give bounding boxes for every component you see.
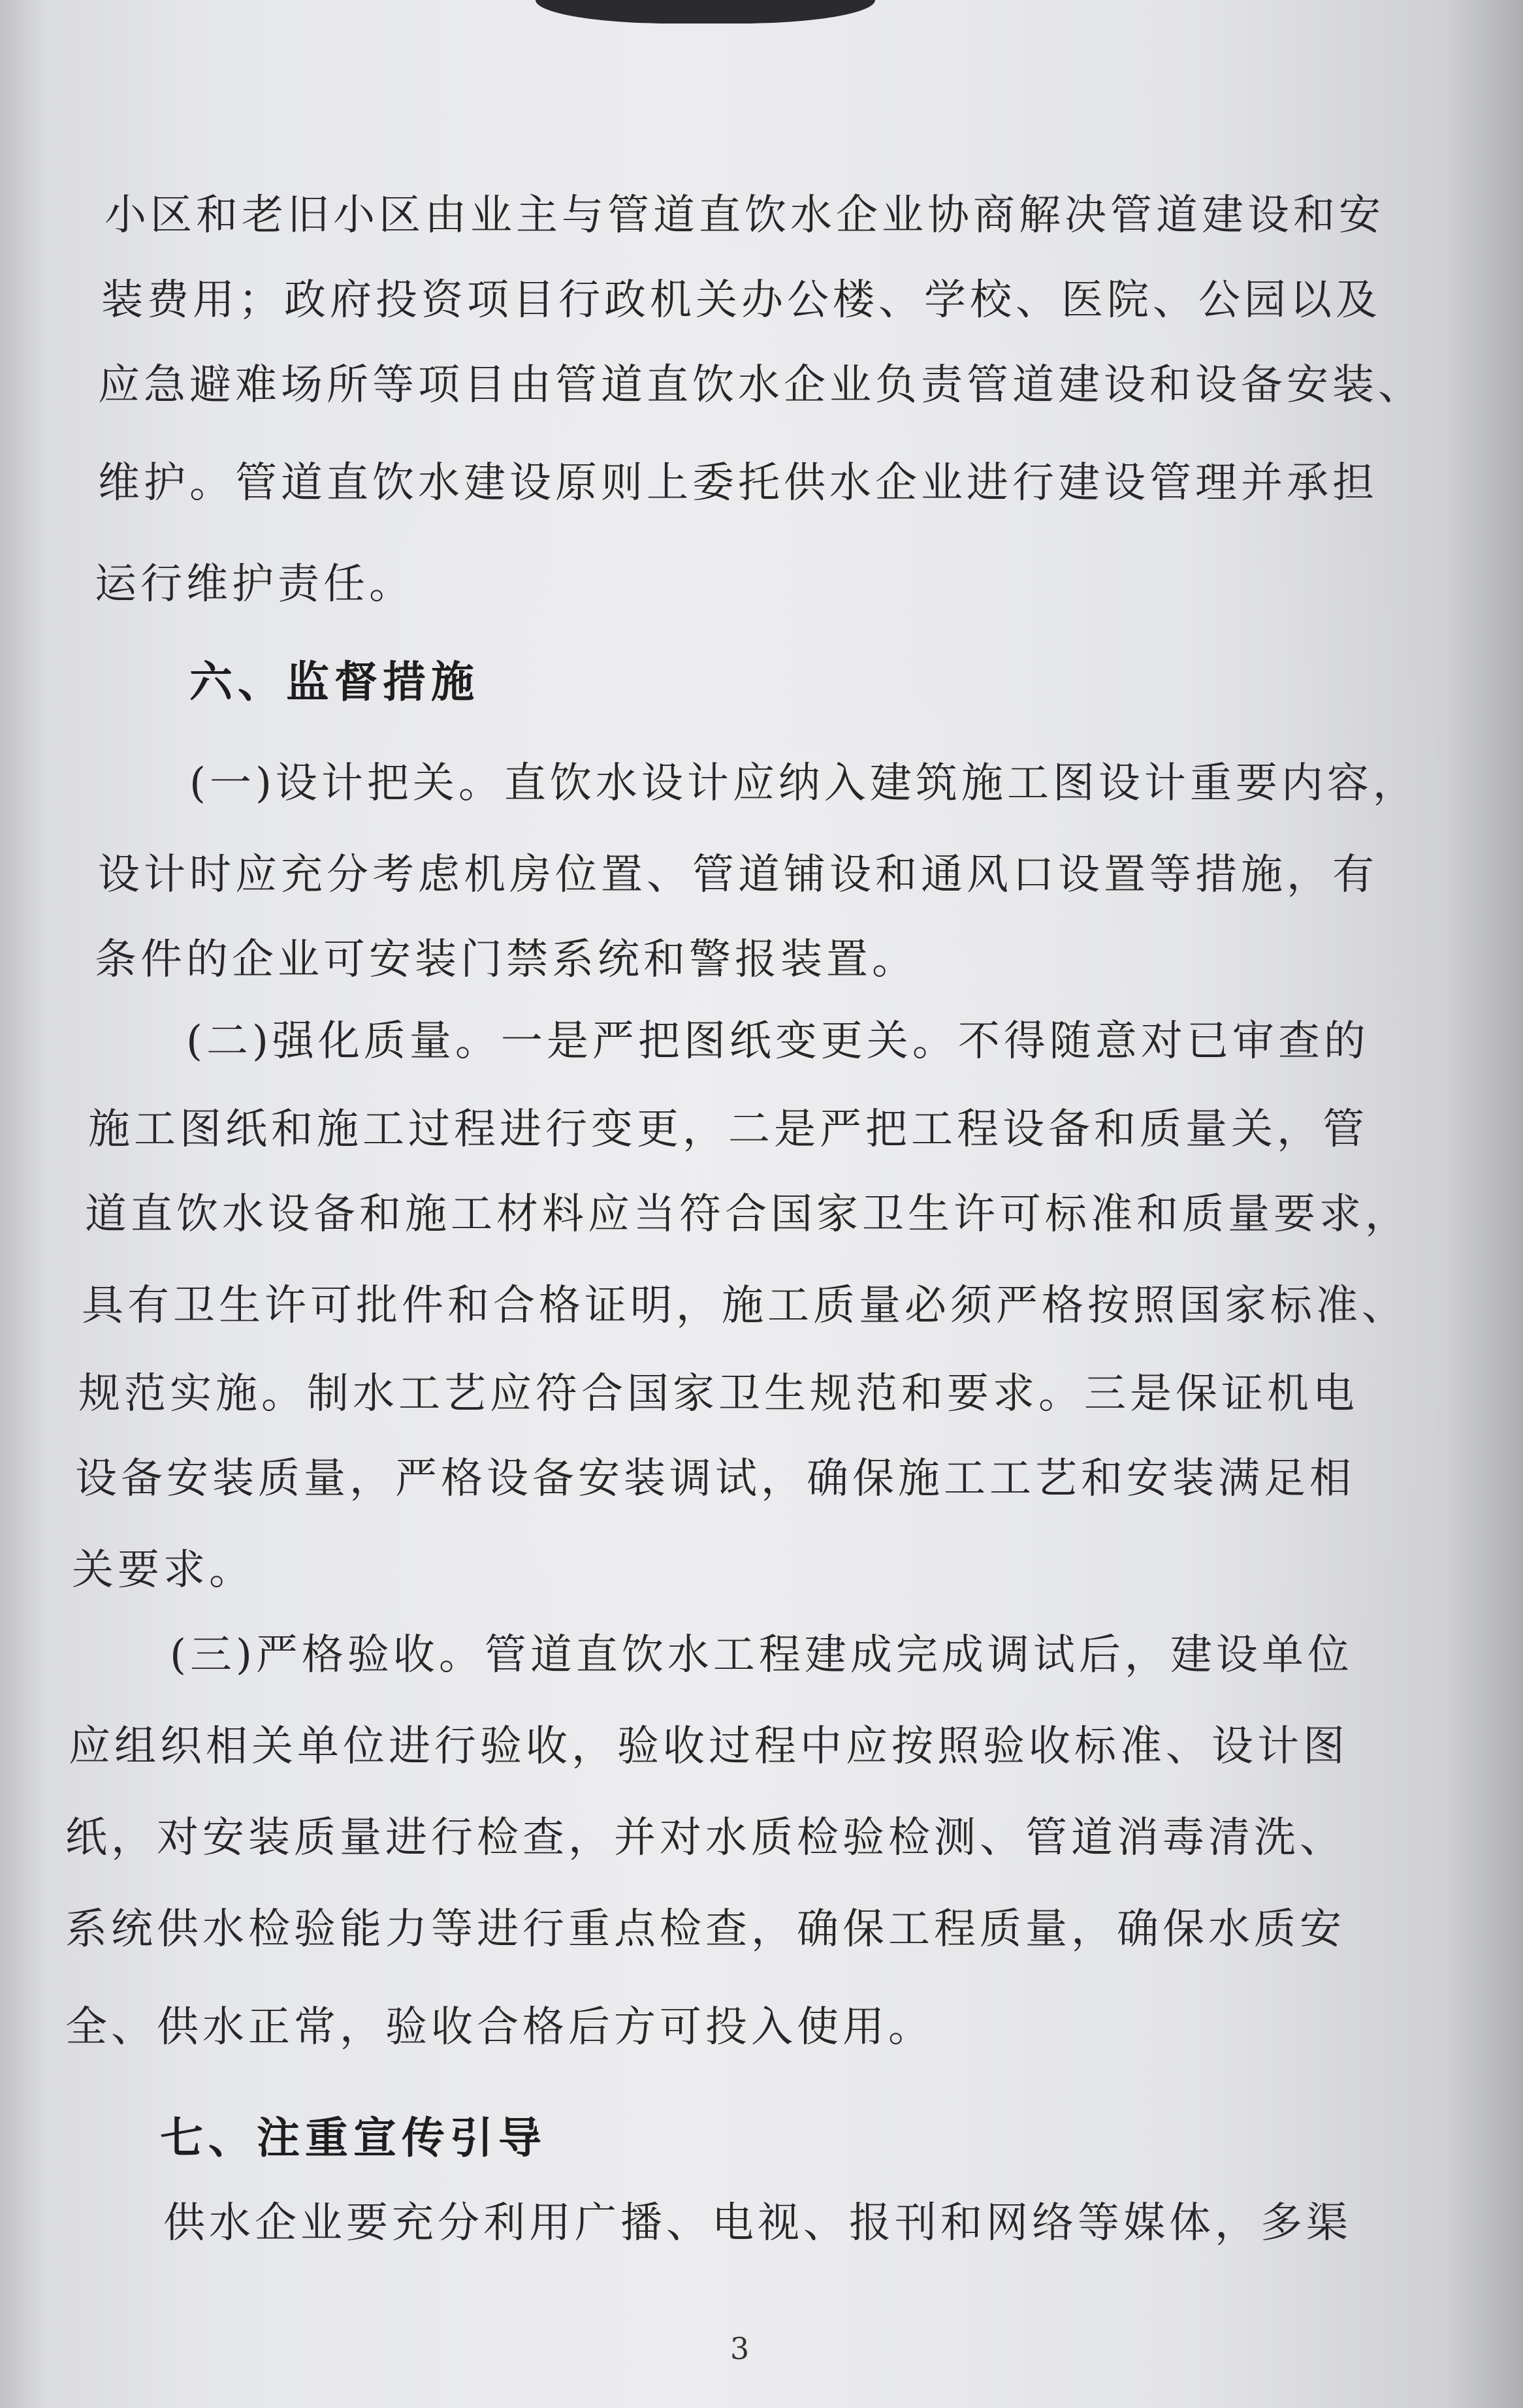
body-line: 设备安装质量，严格设备安装调试，确保施工工艺和安装满足相: [75, 1455, 1355, 1503]
body-line: 关要求。: [72, 1546, 255, 1594]
body-line: (三)严格验收。管道直饮水工程建成完成调试后，建设单位: [170, 1631, 1353, 1679]
body-line: 条件的企业可安装门禁系统和警报装置。: [95, 936, 918, 984]
body-line: 运行维护责任。: [95, 560, 415, 609]
body-line: 应组织相关单位进行验收，验收过程中应按照验收标准、设计图: [69, 1722, 1349, 1771]
body-line: (一)设计把关。直饮水设计应纳入建筑施工图设计重要内容，: [189, 759, 1419, 808]
body-line: 道直饮水设备和施工材料应当符合国家卫生许可标准和质量要求，: [85, 1190, 1411, 1239]
body-line: 施工图纸和施工过程进行变更，二是严把工程设备和质量关，管: [88, 1105, 1368, 1154]
body-line: 维护。管道直饮水建设原则上委托供水企业进行建设管理并承担: [98, 459, 1378, 507]
section-heading-publicity: 七、注重宣传引导: [160, 2113, 547, 2163]
body-line: 全、供水正常，验收合格后方可投入使用。: [65, 2003, 934, 2052]
page-edge-shadow-right: [1445, 0, 1523, 2408]
body-line: 应急避难场所等项目由管道直饮水企业负责管道建设和设备安装、: [98, 361, 1424, 409]
page-edge-shadow-left: [0, 0, 46, 2408]
body-line: 设计时应充分考虑机房位置、管道铺设和通风口设置等措施，有: [98, 851, 1378, 899]
body-line: (二)强化质量。一是严把图纸变更关。不得随意对已审查的: [186, 1017, 1370, 1066]
body-line: 纸，对安装质量进行检查，并对水质检验检测、管道消毒清洗、: [65, 1814, 1345, 1862]
body-line: 装费用；政府投资项目行政机关办公楼、学校、医院、公园以及: [101, 276, 1381, 325]
body-line: 供水企业要充分利用广播、电视、报刊和网络等媒体，多渠: [163, 2199, 1352, 2247]
body-line: 小区和老旧小区由业主与管道直饮水企业协商解决管道建设和安: [104, 191, 1385, 240]
binder-shadow: [536, 0, 875, 24]
body-line: 具有卫生许可批件和合格证明，施工质量必须严格按照国家标准、: [82, 1282, 1407, 1330]
section-heading-supervision: 六、监督措施: [189, 657, 479, 707]
body-line: 规范实施。制水工艺应符合国家卫生规范和要求。三是保证机电: [78, 1370, 1358, 1418]
page-number: 3: [730, 2331, 750, 2366]
body-line: 系统供水检验能力等进行重点检查，确保工程质量，确保水质安: [65, 1905, 1345, 1954]
